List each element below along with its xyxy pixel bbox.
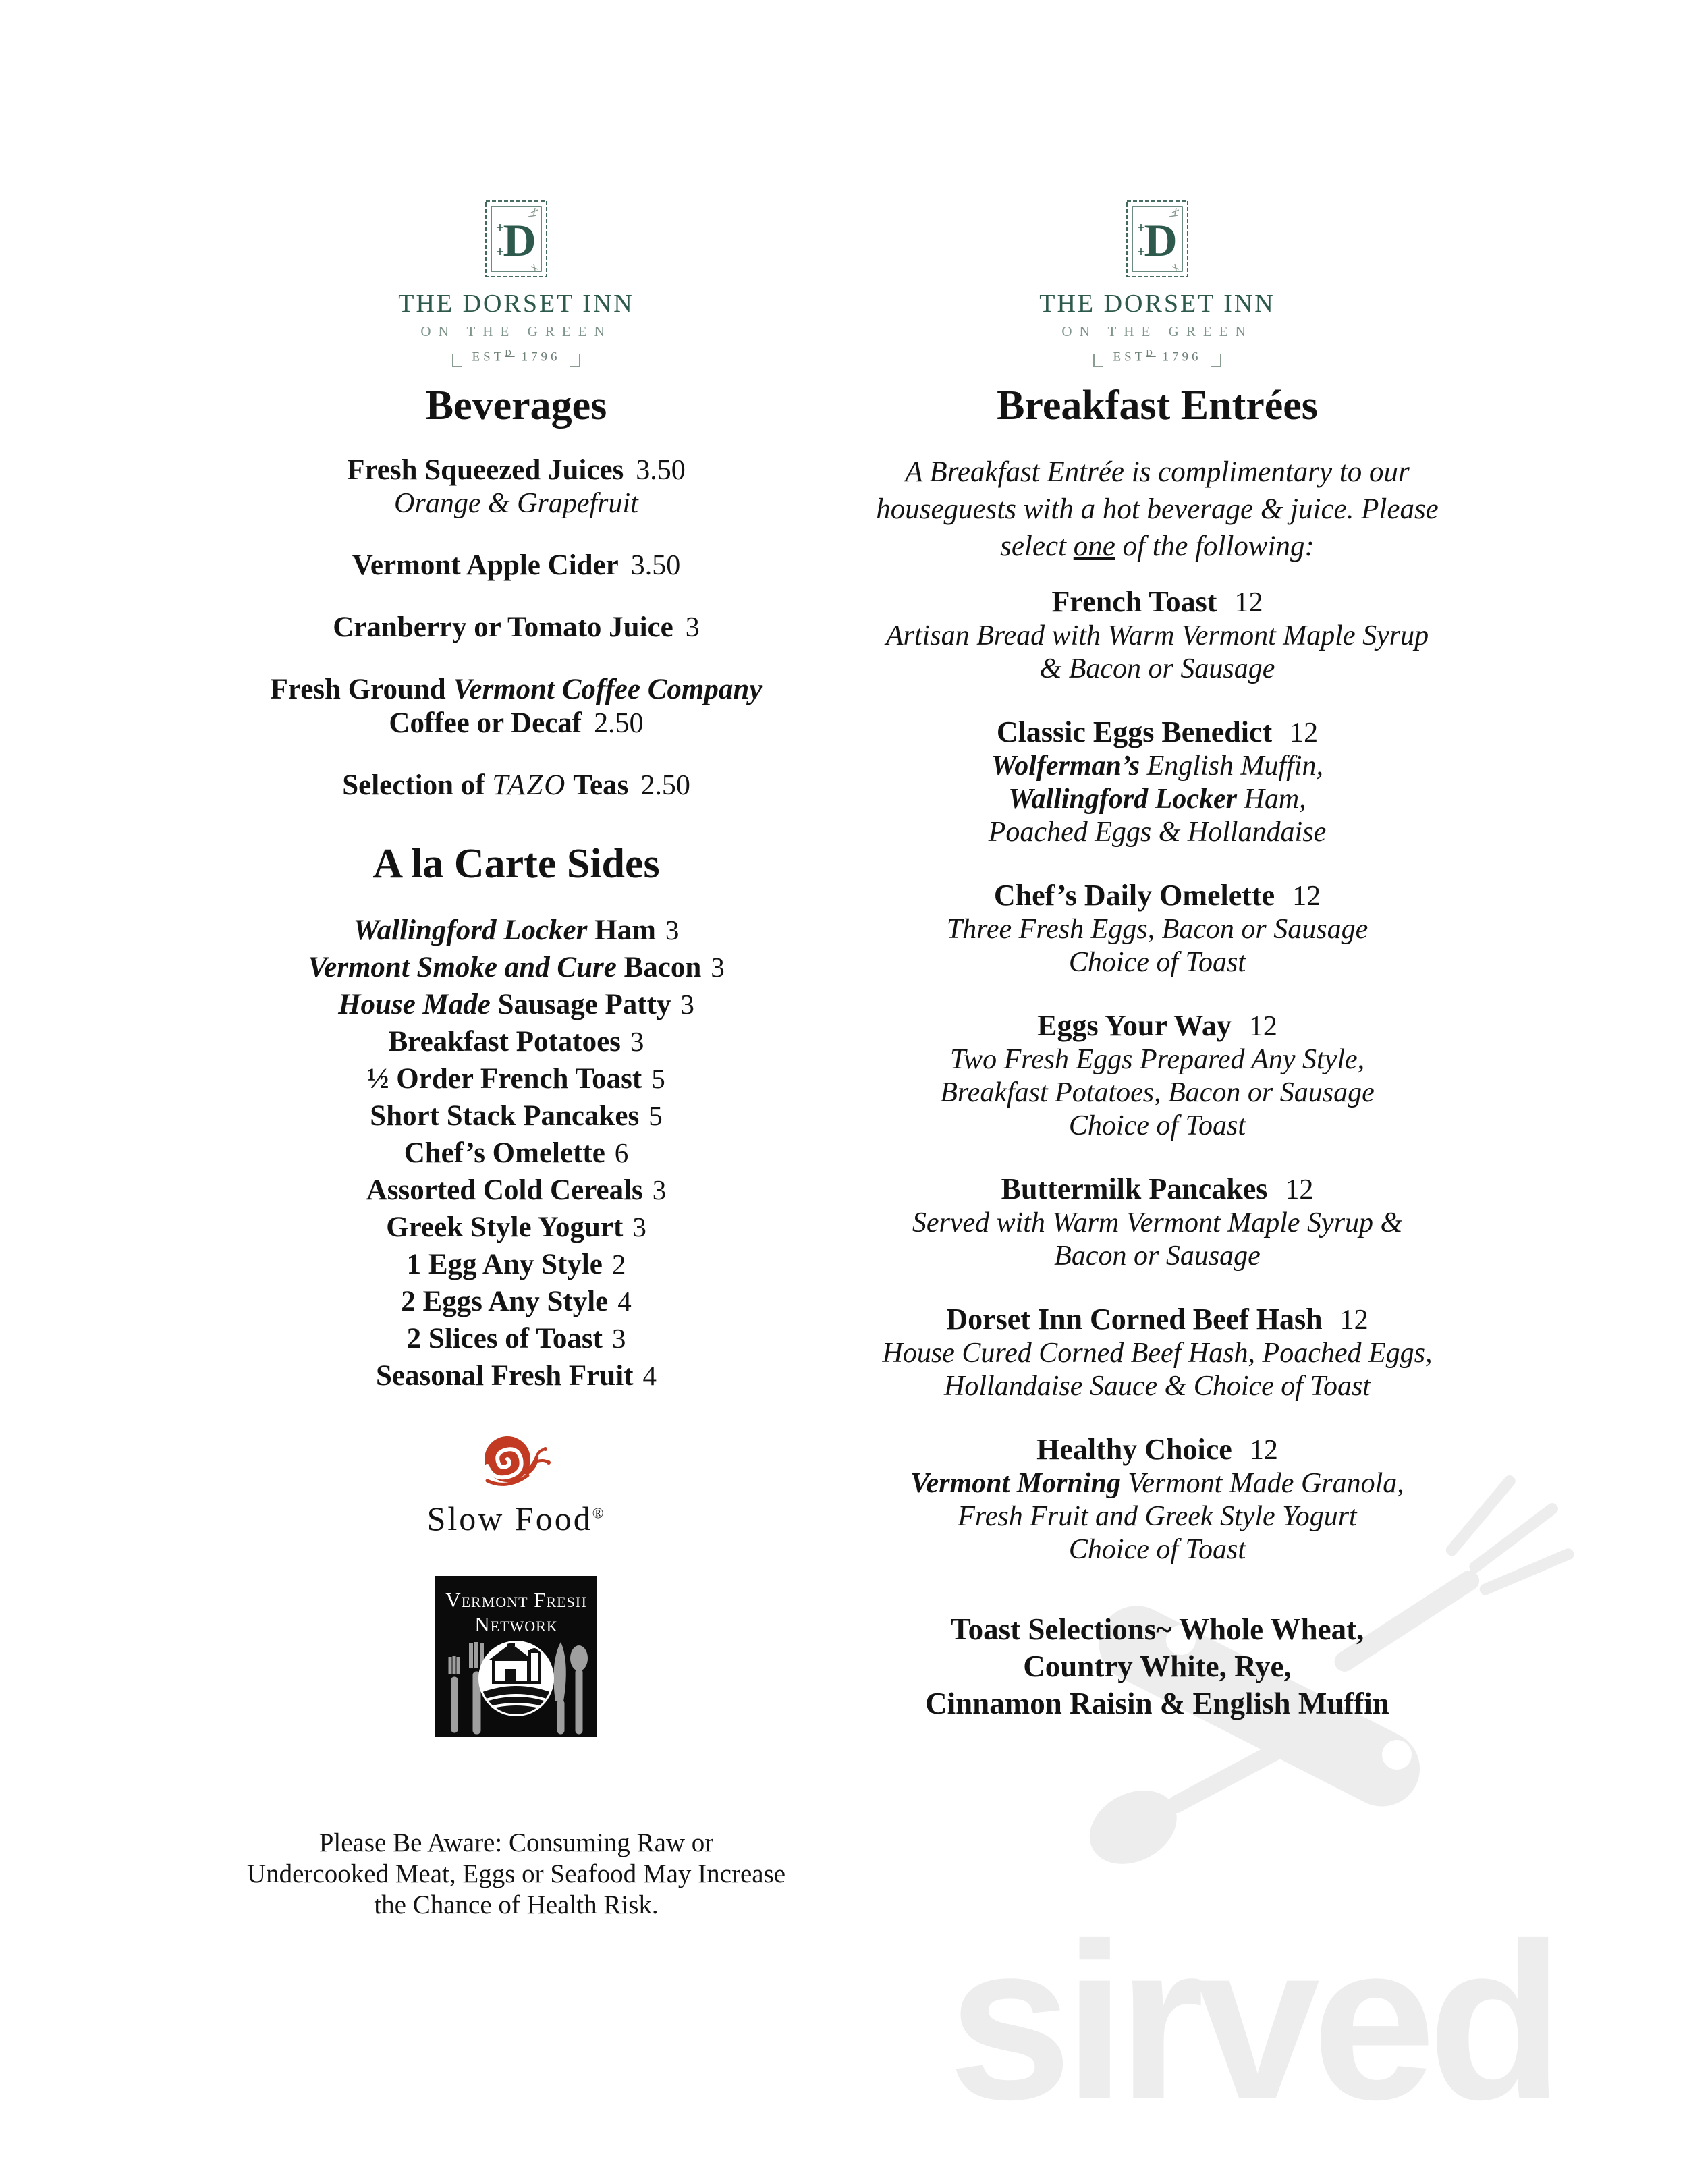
entree-price: 12 (1285, 1174, 1314, 1206)
est-superscript: D (505, 348, 515, 358)
dorset-inn-name: THE DORSET INN (1039, 290, 1275, 318)
side-name: 2 Slices of Toast (406, 1323, 603, 1355)
side-item-row (213, 1320, 820, 1357)
item-name: Cranberry or Tomato Juice (333, 611, 673, 644)
entree-name: Dorset Inn Corned Beef Hash (946, 1303, 1323, 1336)
entree-description: House Cured Corned Beef Hash, Poached Eggs, (882, 1338, 1433, 1369)
entree-name: Eggs Your Way (1037, 1009, 1232, 1043)
entree-price: 12 (1339, 1305, 1368, 1336)
side-item-row (213, 1209, 820, 1246)
side-name: Seasonal Fresh Fruit (376, 1360, 634, 1392)
side-brand: House Made (338, 989, 498, 1021)
entree-description: Wallingford Locker Ham, (1008, 784, 1306, 815)
entree-name: French Toast (1051, 585, 1217, 619)
side-item-row (213, 1283, 820, 1320)
registered-mark: ® (592, 1504, 606, 1522)
side-name: Ham (594, 914, 656, 947)
item-name: Vermont Apple Cider (352, 549, 619, 582)
item-description: Orange & Grapefruit (394, 488, 638, 520)
side-item-row (213, 912, 820, 949)
disclaimer-line: Undercooked Meat, Eggs or Seafood May Increase (246, 1859, 786, 1889)
disclaimer-line: Please Be Aware: Consuming Raw or (319, 1828, 714, 1858)
beverages-heading: Beverages (425, 383, 607, 429)
item-price: 3 (685, 612, 700, 644)
entree-price: 12 (1234, 587, 1263, 619)
side-name: Breakfast Potatoes (388, 1026, 621, 1058)
item-price: 3 (632, 1211, 646, 1243)
entree-eggs-benedict (854, 715, 1461, 849)
intro-line: houseguests with a hot beverage & juice. Please (876, 493, 1439, 526)
side-item-row (213, 1135, 820, 1172)
entree-price: 12 (1248, 1011, 1277, 1043)
dorset-inn-monogram-icon (484, 199, 549, 279)
entree-description: Poached Eggs & Hollandaise (988, 817, 1327, 848)
side-brand: Wallingford Locker (353, 914, 595, 947)
est-prefix: EST (472, 350, 505, 364)
side-name: ½ Order French Toast (367, 1063, 642, 1095)
entree-description: Hollandaise Sauce & Choice of Toast (944, 1371, 1371, 1402)
entree-description: Bacon or Sausage (1054, 1240, 1261, 1272)
intro-line: A Breakfast Entrée is complimentary to our (905, 456, 1410, 489)
entree-description: Fresh Fruit and Greek Style Yogurt (958, 1501, 1357, 1533)
intro-line: select one of the following: (1000, 530, 1315, 563)
sides-heading: A la Carte Sides (372, 841, 660, 888)
dorset-inn-logo (213, 199, 820, 367)
item-price: 5 (648, 1100, 663, 1132)
item-price: 3 (680, 989, 694, 1020)
brand-tazo: TAZO (492, 769, 567, 802)
dorset-inn-monogram: D (503, 215, 536, 266)
vfn-line2: Network (474, 1612, 558, 1637)
sides-list (213, 912, 820, 1394)
dorset-inn-monogram: D (1144, 215, 1178, 266)
item-name: Coffee or Decaf (389, 707, 582, 740)
dorset-inn-tagline: ON THE GREEN (420, 323, 612, 339)
toast-line: Cinnamon Raisin & English Muffin (925, 1687, 1389, 1721)
beverage-vermont-apple-cider (213, 549, 820, 582)
item-price: 3 (630, 1026, 644, 1058)
item-price: 3 (652, 1174, 667, 1206)
beverage-coffee (213, 673, 820, 740)
side-name: Chef’s Omelette (404, 1137, 605, 1170)
item-price: 3 (665, 914, 680, 946)
entree-description: Served with Warm Vermont Maple Syrup & (912, 1207, 1403, 1239)
left-column (213, 199, 820, 1921)
slow-food-label: Slow Food® (426, 1500, 606, 1538)
beverage-teas (213, 769, 820, 802)
entree-description: Choice of Toast (1068, 947, 1246, 979)
disclaimer-line: the Chance of Health Risk. (374, 1890, 659, 1920)
entree-description: Wolferman’s English Muffin, (991, 750, 1323, 782)
slow-food-logo (213, 1432, 820, 1538)
beverage-cranberry-tomato-juice (213, 611, 820, 645)
side-name: 2 Eggs Any Style (401, 1286, 609, 1318)
item-price: 3 (711, 952, 725, 983)
beverage-fresh-squeezed-juices (213, 454, 820, 520)
dorset-inn-established (854, 346, 1461, 367)
slow-food-snail-icon (472, 1432, 561, 1494)
item-name: Teas (566, 769, 629, 802)
item-price: 6 (614, 1137, 629, 1169)
brand-wallingford-locker: Wallingford Locker (1008, 784, 1238, 815)
underlined-one: one (1073, 530, 1115, 563)
item-name: Selection of (342, 769, 493, 802)
item-price: 3 (611, 1323, 626, 1355)
side-name: Sausage Patty (497, 989, 671, 1021)
est-year: 1796 (521, 350, 561, 364)
entree-name: Healthy Choice (1036, 1433, 1232, 1467)
health-disclaimer (213, 1828, 820, 1921)
item-price: 2.50 (594, 708, 644, 740)
brand-vermont-morning: Vermont Morning (910, 1468, 1121, 1500)
side-brand: Vermont Smoke and Cure (308, 952, 624, 984)
item-price: 3.50 (636, 455, 686, 487)
side-name: Greek Style Yogurt (386, 1211, 624, 1244)
entree-buttermilk-pancakes (854, 1172, 1461, 1273)
item-name: Fresh Ground (270, 674, 453, 706)
item-name: Fresh Squeezed Juices (347, 454, 624, 487)
toast-selections (854, 1611, 1461, 1722)
entree-description: Artisan Bread with Warm Vermont Maple Syrup (885, 620, 1429, 652)
vermont-fresh-network-logo (213, 1576, 820, 1740)
dorset-inn-monogram-icon (1125, 199, 1190, 279)
entrees-heading: Breakfast Entrées (997, 383, 1318, 429)
entree-name: Classic Eggs Benedict (996, 715, 1273, 749)
entree-name: Chef’s Daily Omelette (993, 879, 1275, 912)
entree-description: Three Fresh Eggs, Bacon or Sausage (946, 914, 1368, 946)
side-name: Bacon (624, 952, 702, 984)
side-item-row (213, 1246, 820, 1283)
entree-description: Breakfast Potatoes, Bacon or Sausage (940, 1077, 1375, 1109)
entree-description: Choice of Toast (1068, 1534, 1246, 1566)
sirved-watermark: sirved (948, 1896, 1556, 2146)
vermont-fresh-network-icon (435, 1576, 597, 1737)
entree-price: 12 (1290, 717, 1319, 749)
dorset-inn-established (213, 346, 820, 367)
entree-price: 12 (1249, 1435, 1278, 1467)
entree-healthy-choice (854, 1433, 1461, 1566)
item-price: 4 (642, 1360, 657, 1392)
est-year: 1796 (1162, 350, 1202, 364)
side-item-row (213, 1357, 820, 1394)
item-price: 4 (617, 1286, 632, 1317)
entree-price: 12 (1292, 881, 1321, 912)
entree-eggs-your-way (854, 1009, 1461, 1143)
item-price: 3.50 (630, 550, 681, 582)
vfn-line1: Vermont Fresh (445, 1588, 587, 1612)
toast-line: Toast Selections~ Whole Wheat, (950, 1612, 1364, 1647)
entree-description: Vermont Morning Vermont Made Granola, (910, 1468, 1404, 1500)
brand-wolfermans: Wolferman’s (991, 750, 1140, 782)
entree-chefs-daily-omelette (854, 879, 1461, 979)
entree-name: Buttermilk Pancakes (1001, 1172, 1268, 1206)
side-item-row (213, 986, 820, 1023)
dorset-inn-name: THE DORSET INN (398, 290, 634, 318)
brand-vermont-coffee-company: Vermont Coffee Company (453, 674, 763, 706)
side-name: Short Stack Pancakes (370, 1100, 640, 1132)
dorset-inn-logo (854, 199, 1461, 367)
item-price: 2 (611, 1249, 626, 1280)
side-item-row (213, 1172, 820, 1209)
entree-corned-beef-hash (854, 1303, 1461, 1403)
entree-intro (854, 454, 1461, 565)
est-superscript: D (1146, 348, 1156, 358)
item-price: 5 (651, 1063, 665, 1095)
entree-description: Choice of Toast (1068, 1110, 1246, 1142)
entree-description: Two Fresh Eggs Prepared Any Style, (949, 1044, 1365, 1076)
side-item-row (213, 949, 820, 986)
side-item-row (213, 1097, 820, 1135)
side-item-row (213, 1060, 820, 1097)
toast-line: Country White, Rye, (1023, 1649, 1292, 1684)
entree-description: & Bacon or Sausage (1039, 653, 1275, 685)
side-name: Assorted Cold Cereals (366, 1174, 643, 1207)
dorset-inn-tagline: ON THE GREEN (1061, 323, 1253, 339)
item-price: 2.50 (640, 770, 690, 802)
side-name: 1 Egg Any Style (406, 1249, 603, 1281)
entree-french-toast (854, 585, 1461, 686)
side-item-row (213, 1023, 820, 1060)
est-prefix: EST (1113, 350, 1146, 364)
right-column (854, 199, 1461, 1722)
